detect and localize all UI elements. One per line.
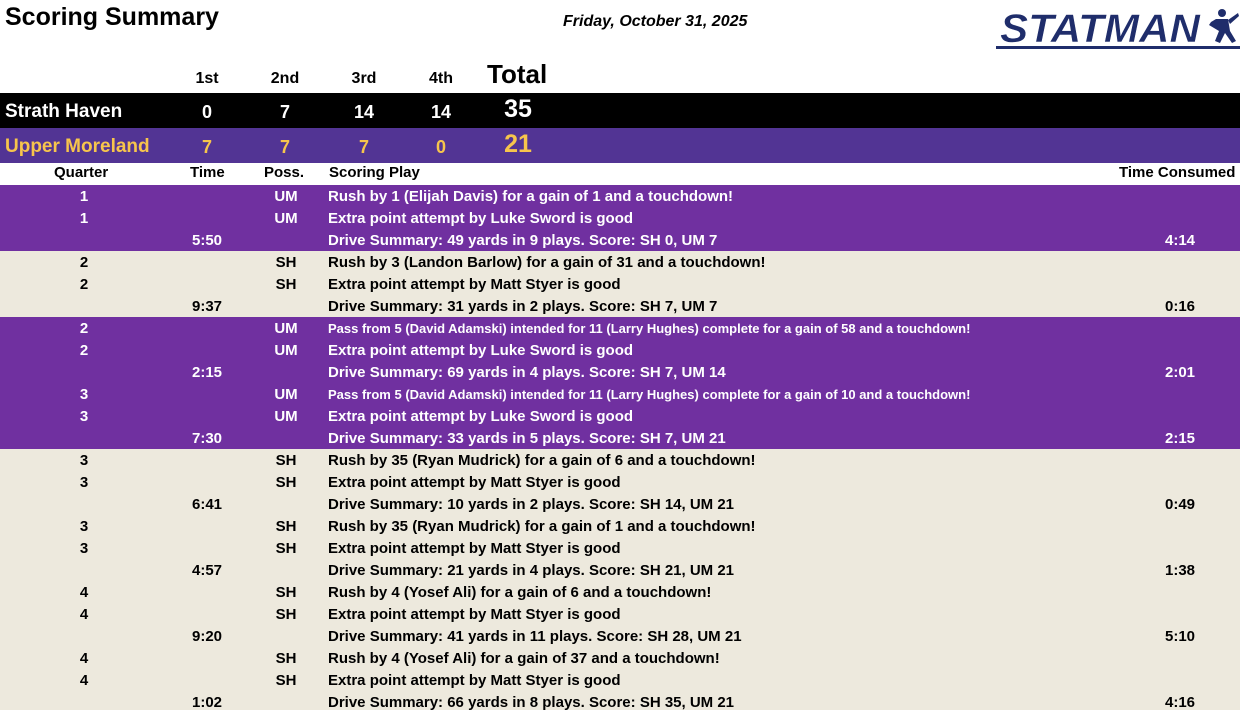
scoring-play-row bbox=[0, 229, 1240, 251]
scoring-play-row bbox=[0, 515, 1240, 537]
statman-logo-text: STATMAN bbox=[1000, 7, 1202, 51]
possession-cell: SH bbox=[275, 518, 297, 535]
scoring-play-cell: Rush by 4 (Yosef Ali) for a gain of 37 and a touchdown! bbox=[328, 650, 720, 667]
scoring-play-row bbox=[0, 581, 1240, 603]
scoring-play-cell: Drive Summary: 49 yards in 9 plays. Score: SH 0, UM 7 bbox=[328, 232, 718, 249]
scoring-play-cell: Extra point attempt by Matt Styer is good bbox=[328, 540, 621, 557]
team-row-strath-haven bbox=[0, 93, 1240, 128]
scoring-play-cell: Drive Summary: 33 yards in 5 plays. Score: SH 7, UM 21 bbox=[328, 430, 726, 447]
column-header-scoring-play: Scoring Play bbox=[329, 164, 420, 181]
quarter-cell: 1 bbox=[79, 210, 89, 227]
team-quarter-score: 7 bbox=[279, 137, 290, 157]
possession-cell: UM bbox=[274, 342, 298, 359]
scoring-play-cell: Extra point attempt by Matt Styer is good bbox=[328, 606, 621, 623]
scoring-play-cell: Pass from 5 (David Adamski) intended for 11 (Larry Hughes) complete for a gain of 10 and a touchdown! bbox=[328, 387, 971, 402]
game-date: Friday, October 31, 2025 bbox=[563, 13, 748, 30]
quarter-cell: 3 bbox=[79, 540, 89, 557]
team-quarter-score: 7 bbox=[201, 137, 212, 157]
possession-cell: SH bbox=[275, 650, 297, 667]
possession-cell: SH bbox=[275, 584, 297, 601]
scoring-play-cell: Extra point attempt by Luke Sword is good bbox=[328, 408, 634, 425]
scoring-play-cell: Extra point attempt by Luke Sword is good bbox=[328, 342, 634, 359]
scoring-play-cell: Rush by 4 (Yosef Ali) for a gain of 6 and a touchdown! bbox=[328, 584, 712, 601]
quarter-cell: 4 bbox=[79, 650, 89, 667]
scoring-play-cell: Drive Summary: 69 yards in 4 plays. Score: SH 7, UM 14 bbox=[328, 364, 726, 381]
time-cell: 6:41 bbox=[191, 496, 223, 513]
scoring-play-row bbox=[0, 405, 1240, 427]
quarter-cell: 3 bbox=[79, 386, 89, 403]
player-silhouette-icon bbox=[1209, 9, 1239, 43]
scoring-play-row bbox=[0, 273, 1240, 295]
possession-cell: UM bbox=[274, 320, 298, 337]
quarter-cell: 2 bbox=[79, 342, 89, 359]
scoring-play-cell: Rush by 3 (Landon Barlow) for a gain of 31 and a touchdown! bbox=[328, 254, 766, 271]
scoring-play-row bbox=[0, 427, 1240, 449]
scoring-play-cell: Extra point attempt by Matt Styer is good bbox=[328, 276, 621, 293]
quarter-header-2: 2nd bbox=[270, 70, 300, 87]
time-consumed-cell: 2:15 bbox=[1164, 430, 1196, 447]
time-cell: 1:02 bbox=[191, 694, 223, 710]
scoring-play-row bbox=[0, 559, 1240, 581]
scoring-play-cell: Drive Summary: 10 yards in 2 plays. Score: SH 14, UM 21 bbox=[328, 496, 735, 513]
quarter-header-4: 4th bbox=[429, 70, 453, 87]
scoring-play-row bbox=[0, 691, 1240, 710]
scoring-play-row bbox=[0, 603, 1240, 625]
quarter-header-1: 1st bbox=[195, 70, 219, 87]
scoring-play-row bbox=[0, 537, 1240, 559]
scoring-play-row bbox=[0, 647, 1240, 669]
quarter-cell: 4 bbox=[79, 606, 89, 623]
scoring-play-cell: Rush by 35 (Ryan Mudrick) for a gain of 1 and a touchdown! bbox=[328, 518, 756, 535]
time-cell: 9:37 bbox=[191, 298, 223, 315]
scoring-play-cell: Drive Summary: 21 yards in 4 plays. Score: SH 21, UM 21 bbox=[328, 562, 735, 579]
scoring-play-row bbox=[0, 207, 1240, 229]
quarter-cell: 3 bbox=[79, 452, 89, 469]
team-quarter-score: 0 bbox=[201, 102, 212, 122]
scoring-play-cell: Drive Summary: 31 yards in 2 plays. Score: SH 7, UM 7 bbox=[328, 298, 718, 315]
column-header-possession: Poss. bbox=[264, 164, 305, 181]
team-name: Strath Haven bbox=[5, 101, 123, 122]
possession-cell: SH bbox=[275, 276, 297, 293]
quarter-header-3: 3rd bbox=[351, 70, 377, 87]
team-quarter-score: 14 bbox=[353, 102, 375, 122]
time-cell: 5:50 bbox=[191, 232, 223, 249]
scoring-play-row bbox=[0, 383, 1240, 405]
quarter-cell: 3 bbox=[79, 474, 89, 491]
time-cell: 4:57 bbox=[191, 562, 223, 579]
team-total-score: 21 bbox=[504, 130, 532, 158]
quarter-cell: 2 bbox=[79, 320, 89, 337]
column-header-quarter: Quarter bbox=[54, 164, 109, 181]
quarter-cell: 2 bbox=[79, 254, 89, 271]
time-consumed-cell: 4:16 bbox=[1164, 694, 1196, 710]
scoring-play-row bbox=[0, 449, 1240, 471]
scoring-play-cell: Extra point attempt by Luke Sword is good bbox=[328, 210, 634, 227]
scoring-play-row bbox=[0, 185, 1240, 207]
scoring-play-row bbox=[0, 493, 1240, 515]
team-row-upper-moreland bbox=[0, 128, 1240, 163]
time-consumed-cell: 4:14 bbox=[1164, 232, 1196, 249]
time-consumed-cell: 2:01 bbox=[1164, 364, 1196, 381]
possession-cell: SH bbox=[275, 474, 297, 491]
scoring-play-row bbox=[0, 625, 1240, 647]
possession-cell: UM bbox=[274, 188, 298, 205]
time-consumed-cell: 1:38 bbox=[1164, 562, 1196, 579]
possession-cell: UM bbox=[274, 408, 298, 425]
total-header: Total bbox=[487, 59, 548, 89]
quarter-cell: 2 bbox=[79, 276, 89, 293]
time-consumed-cell: 5:10 bbox=[1164, 628, 1196, 645]
scoring-play-row bbox=[0, 361, 1240, 383]
statman-logo bbox=[996, 5, 1240, 53]
possession-cell: SH bbox=[275, 606, 297, 623]
time-consumed-cell: 0:16 bbox=[1164, 298, 1196, 315]
column-header-time-consumed: Time Consumed bbox=[1119, 164, 1236, 181]
time-cell: 9:20 bbox=[191, 628, 223, 645]
team-quarter-score: 7 bbox=[358, 137, 369, 157]
quarter-cell: 3 bbox=[79, 408, 89, 425]
team-name: Upper Moreland bbox=[5, 136, 150, 157]
scoring-play-row bbox=[0, 317, 1240, 339]
possession-cell: SH bbox=[275, 254, 297, 271]
scoring-play-cell: Rush by 35 (Ryan Mudrick) for a gain of 6 and a touchdown! bbox=[328, 452, 756, 469]
team-quarter-score: 14 bbox=[430, 102, 452, 122]
quarter-cell: 1 bbox=[79, 188, 89, 205]
scoring-play-cell: Rush by 1 (Elijah Davis) for a gain of 1 and a touchdown! bbox=[328, 188, 734, 205]
team-total-score: 35 bbox=[504, 95, 532, 123]
scoring-play-row bbox=[0, 251, 1240, 273]
quarter-cell: 4 bbox=[79, 672, 89, 689]
time-cell: 2:15 bbox=[191, 364, 223, 381]
page-title: Scoring Summary bbox=[5, 3, 219, 31]
column-header-time: Time bbox=[190, 164, 225, 181]
scoring-play-row bbox=[0, 339, 1240, 361]
scoring-play-row bbox=[0, 471, 1240, 493]
team-quarter-score: 7 bbox=[279, 102, 290, 122]
possession-cell: UM bbox=[274, 386, 298, 403]
scoring-play-cell: Pass from 5 (David Adamski) intended for 11 (Larry Hughes) complete for a gain of 58 and a touchdown! bbox=[328, 321, 971, 336]
scoring-play-cell: Drive Summary: 41 yards in 11 plays. Score: SH 28, UM 21 bbox=[328, 628, 742, 645]
possession-cell: SH bbox=[275, 672, 297, 689]
scoring-play-row bbox=[0, 669, 1240, 691]
quarter-cell: 3 bbox=[79, 518, 89, 535]
scoring-play-row bbox=[0, 295, 1240, 317]
scoring-play-cell: Drive Summary: 66 yards in 8 plays. Score: SH 35, UM 21 bbox=[328, 694, 735, 710]
scoring-play-cell: Extra point attempt by Matt Styer is good bbox=[328, 474, 621, 491]
quarter-cell: 4 bbox=[79, 584, 89, 601]
time-cell: 7:30 bbox=[191, 430, 223, 447]
scoring-play-cell: Extra point attempt by Matt Styer is good bbox=[328, 672, 621, 689]
team-quarter-score: 0 bbox=[435, 137, 446, 157]
time-consumed-cell: 0:49 bbox=[1164, 496, 1196, 513]
possession-cell: SH bbox=[275, 540, 297, 557]
possession-cell: SH bbox=[275, 452, 297, 469]
possession-cell: UM bbox=[274, 210, 298, 227]
